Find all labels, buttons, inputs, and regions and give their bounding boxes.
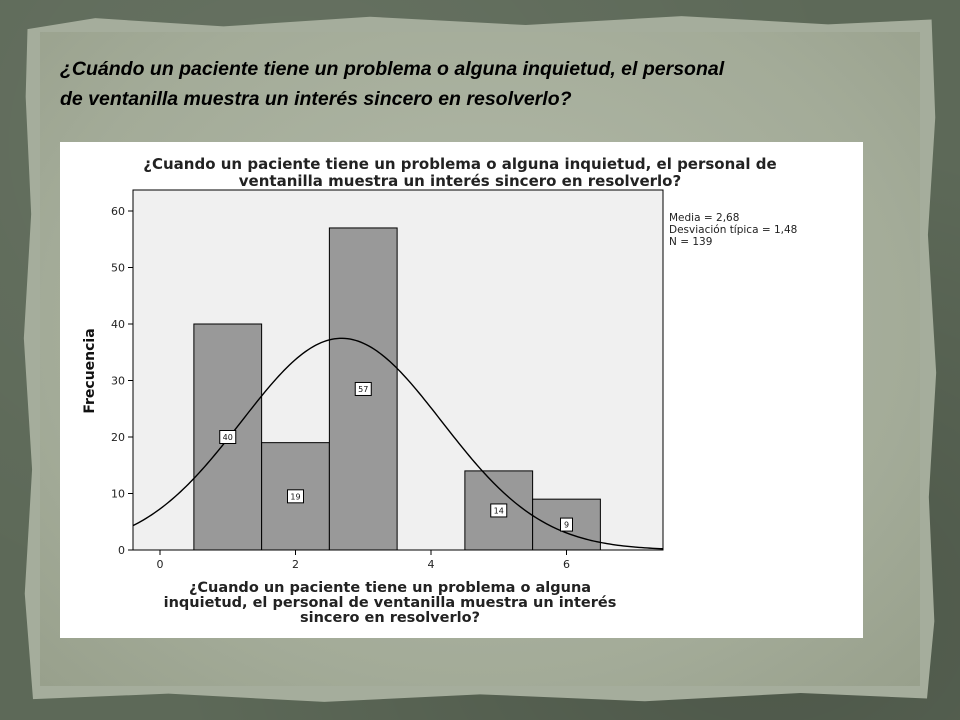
y-tick-label: 10 [111,487,125,501]
stat-n: N = 139 [669,236,713,248]
x-tick-label: 4 [427,558,435,571]
data-label: 19 [290,492,301,502]
y-axis-label: Frecuencia [82,328,98,414]
x-tick-label: 6 [563,558,570,571]
x-axis-label-line-1: ¿Cuando un paciente tiene un problema o alguna [188,580,592,596]
chart-title-line-2: ventanilla muestra un interés sincero en resolverlo? [238,172,682,190]
histogram-chart [60,142,863,638]
histogram-figure [60,142,863,638]
slide-question [60,54,900,114]
data-label: 9 [563,520,570,530]
stat-std-dev: Desviación típica = 1,48 [669,224,798,236]
y-tick-label: 50 [111,261,125,275]
chart-title-line-1: ¿Cuando un paciente tiene un problema o alguna inquietud, el personal de [143,155,777,173]
x-axis-label-line-3: sincero en resolverlo? [299,610,481,626]
y-tick-label: 0 [118,544,125,557]
data-label: 57 [358,384,369,394]
y-tick-label: 60 [111,205,125,218]
y-tick-label: 40 [111,318,125,331]
stat-mean: Media = 2,68 [669,212,740,224]
x-axis-label-line-2: inquietud, el personal de ventanilla muestra un interés [163,595,617,611]
data-label: 40 [222,433,233,442]
question-line-1: ¿Cuándo un paciente tiene un problema o alguna inquietud, el personal [60,58,725,80]
x-tick-label: 2 [292,558,299,571]
question-line-2: de ventanilla muestra un interés sincero en resolverlo? [60,88,572,110]
data-label: 14 [493,506,504,516]
y-tick-label: 20 [111,431,125,444]
x-tick-label: 0 [156,558,164,571]
y-tick-label: 30 [111,374,125,388]
